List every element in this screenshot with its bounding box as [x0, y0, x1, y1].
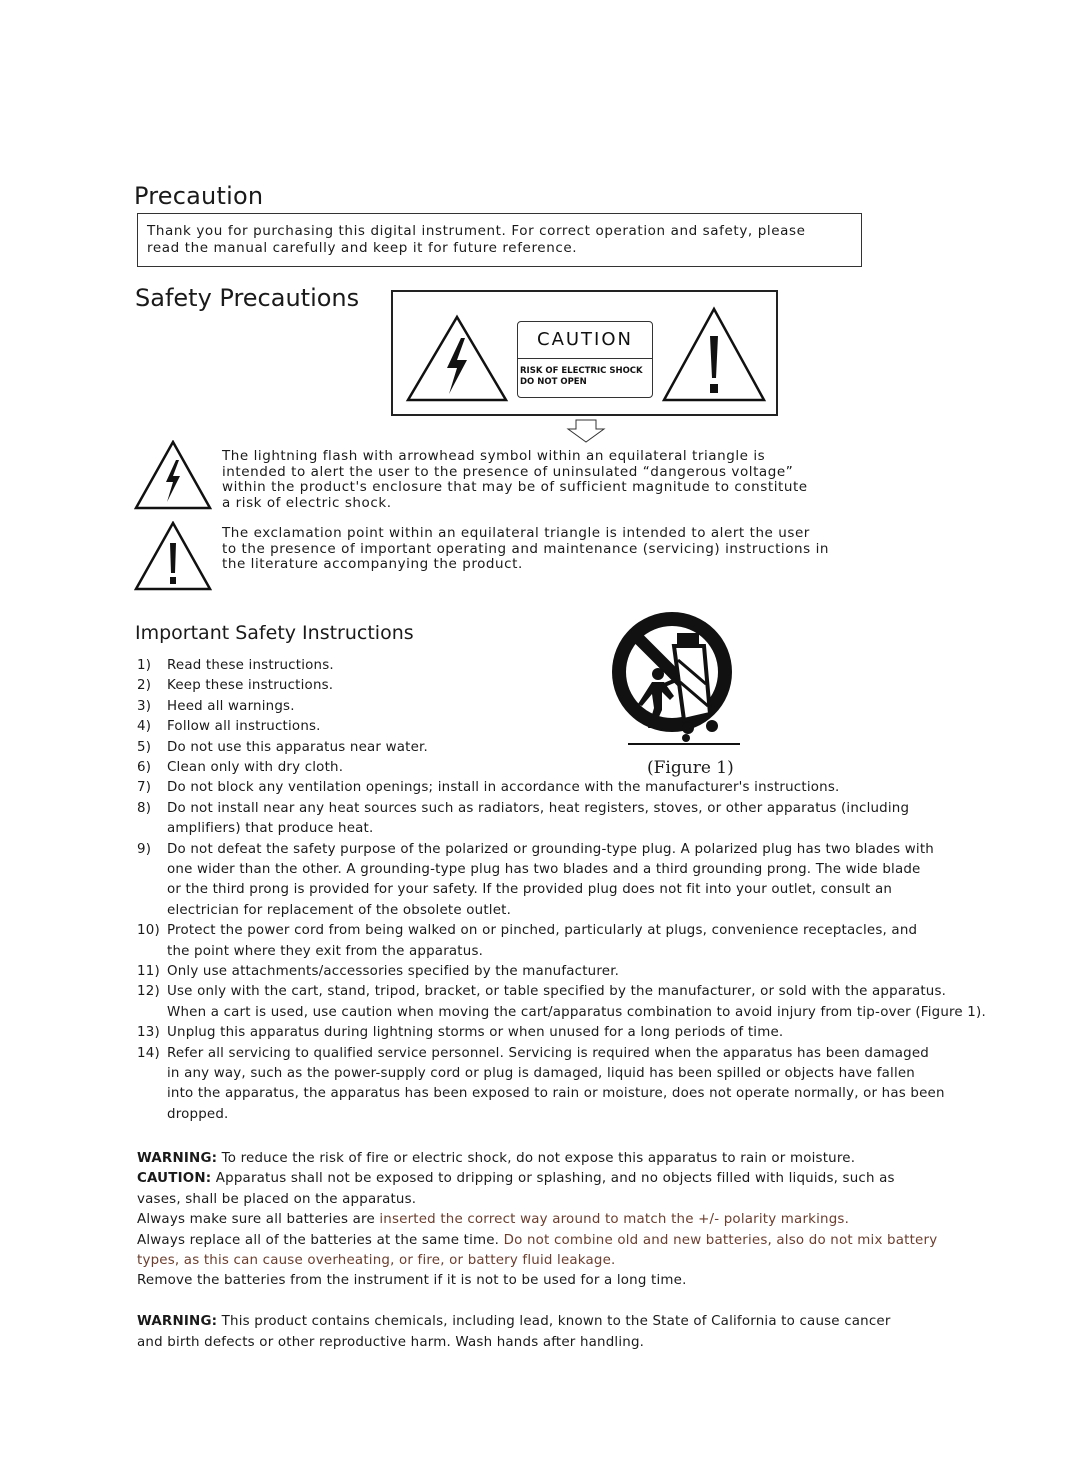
caution-label — [517, 321, 653, 398]
instructions-list — [137, 656, 986, 1136]
list-item — [137, 1023, 957, 1043]
lightning-triangle-icon — [134, 440, 212, 510]
list-item-text: Refer all servicing to qualified service personnel. Servicing is required when the apparatus has been damaged — [167, 1045, 930, 1061]
battery-text: Always make sure all batteries are — [137, 1212, 380, 1228]
list-item-text: Do not install near any heat sources such as radiators, heat registers, stoves, or other apparatus (including — [167, 800, 910, 816]
list-item — [137, 962, 957, 982]
lightning-description — [222, 449, 808, 511]
list-item-number: 5) — [137, 739, 152, 755]
caution-dripping-cont: vases, shall be placed on the apparatus. — [137, 1191, 417, 1207]
list-item-text: the point where they exit from the apparatus. — [167, 943, 484, 959]
text-line: intended to alert the user to the presence of uninsulated “dangerous voltage” — [222, 463, 794, 480]
list-item-text: Follow all instructions. — [167, 719, 321, 735]
list-item — [137, 758, 957, 778]
caution-divider — [518, 358, 652, 359]
intro-box — [137, 213, 862, 267]
text-line: the literature accompanying the product. — [222, 556, 523, 572]
list-item-text: Read these instructions. — [167, 658, 334, 673]
list-item — [137, 799, 957, 840]
list-item-text: one wider than the other. A grounding-type plug has two blades and a third grounding prong. The wide blade — [167, 861, 921, 877]
list-item-number: 10) — [137, 923, 160, 939]
exclamation-triangle-icon — [661, 306, 767, 402]
list-item-text: Only use attachments/accessories specified by the manufacturer. — [167, 964, 620, 979]
caution-subtext-line: RISK OF ELECTRIC SHOCK — [520, 366, 643, 376]
list-item-text: Unplug this apparatus during lightning storms or when unused for a long periods of time. — [167, 1025, 784, 1041]
warning-label: WARNING: — [137, 1314, 218, 1330]
list-item — [137, 778, 957, 798]
caution-text: Apparatus shall not be exposed to dripping or splashing, and no objects filled with liquids, such as — [211, 1171, 895, 1187]
list-item-text: dropped. — [167, 1106, 229, 1122]
caution-subtext — [520, 366, 643, 388]
list-item — [137, 697, 957, 717]
down-arrow-icon — [566, 419, 606, 443]
exclamation-triangle-icon — [134, 521, 212, 591]
list-item-text: or the third prong is provided for your safety. If the provided plug does not fit into your outlet, consult an — [167, 882, 893, 898]
list-item — [137, 656, 957, 676]
warning-label: WARNING: — [137, 1151, 218, 1166]
safety-precautions-heading: Safety Precautions — [135, 284, 360, 312]
list-item-text: electrician for replacement of the obsolete outlet. — [167, 902, 512, 918]
figure-caption: (Figure 1) — [647, 758, 734, 778]
caution-subtext-line: DO NOT OPEN — [520, 377, 587, 387]
battery-replace-note — [137, 1231, 937, 1251]
warning-text: This product contains chemicals, including lead, known to the State of California to cause cancer — [217, 1314, 891, 1330]
text-line: The exclamation point within an equilateral triangle is intended to alert the user — [222, 525, 810, 541]
list-item-number: 8) — [137, 800, 152, 816]
battery-remove-note: Remove the batteries from the instrument if it is not to be used for a long time. — [137, 1273, 687, 1289]
list-item-number: 14) — [137, 1045, 160, 1061]
exclamation-description — [222, 526, 829, 573]
list-item-text: in any way, such as the power-supply cord or plug is damaged, liquid has been spilled or objects have fallen — [167, 1065, 915, 1081]
battery-text-accent: inserted the correct way around to match the +/- polarity markings. — [379, 1212, 850, 1228]
lightning-triangle-icon — [405, 314, 509, 402]
caution-dripping — [137, 1169, 895, 1189]
battery-polarity-note — [137, 1210, 849, 1230]
battery-text: Always replace all of the batteries at the same time. — [137, 1232, 504, 1248]
list-item-number: 3) — [137, 698, 152, 714]
list-item — [137, 676, 957, 696]
list-item-text: Heed all warnings. — [167, 698, 295, 714]
text-line: The lightning flash with arrowhead symbol within an equilateral triangle is — [222, 448, 766, 464]
list-item-number: 6) — [137, 760, 152, 775]
list-item — [137, 921, 957, 962]
caution-title: CAUTION — [537, 329, 633, 350]
precaution-heading: Precaution — [134, 182, 264, 210]
list-item-number: 2) — [137, 678, 152, 694]
list-item-text: Clean only with dry cloth. — [167, 760, 344, 775]
caution-panel — [391, 290, 778, 416]
text-line: a risk of electric shock. — [222, 494, 392, 511]
battery-text-accent: Do not combine old and new batteries, also do not mix battery — [503, 1232, 938, 1248]
warning-fire-shock — [137, 1149, 855, 1169]
warning-california-cont: and birth defects or other reproductive harm. Wash hands after handling. — [137, 1334, 645, 1350]
important-instructions-heading: Important Safety Instructions — [135, 622, 414, 644]
battery-replace-note-cont: types, as this can cause overheating, or fire, or battery fluid leakage. — [137, 1253, 616, 1268]
list-item-text: into the apparatus, the apparatus has been exposed to rain or moisture, does not operate normally, or has been — [167, 1086, 945, 1102]
list-item-number: 1) — [137, 658, 152, 673]
list-item-text: Do not use this apparatus near water. — [167, 739, 428, 755]
intro-line: read the manual carefully and keep it for future reference. — [147, 240, 578, 256]
warning-text: To reduce the risk of fire or electric shock, do not expose this apparatus to rain or moisture. — [217, 1151, 856, 1166]
text-line: within the product's enclosure that may be of sufficient magnitude to constitute — [222, 479, 808, 495]
list-item-number: 12) — [137, 984, 160, 1000]
list-item-number: 11) — [137, 964, 160, 979]
list-item-number: 7) — [137, 780, 152, 796]
intro-line: Thank you for purchasing this digital instrument. For correct operation and safety, please — [147, 223, 806, 239]
list-item-number: 13) — [137, 1025, 160, 1041]
warning-california — [137, 1312, 891, 1332]
list-item-number: 4) — [137, 719, 152, 735]
list-item — [137, 982, 986, 1023]
list-item-text: Use only with the cart, stand, tripod, bracket, or table specified by the manufacturer, or sold with the apparatus. — [167, 984, 947, 1000]
list-item — [137, 738, 957, 758]
list-item-text: Protect the power cord from being walked on or pinched, particularly at plugs, convenience receptacles, and — [167, 923, 918, 939]
text-line: to the presence of important operating and maintenance (servicing) instructions in — [222, 540, 829, 557]
list-item-text: Do not defeat the safety purpose of the polarized or grounding-type plug. A polarized plug has two blades with — [167, 841, 934, 857]
list-item-text: Keep these instructions. — [167, 678, 334, 694]
list-item-text: Do not block any ventilation openings; install in accordance with the manufacturer's instructions. — [167, 780, 840, 796]
list-item — [137, 1044, 967, 1126]
caution-label-text: CAUTION: — [137, 1171, 212, 1187]
list-item — [137, 840, 957, 922]
list-item-number: 9) — [137, 841, 152, 857]
list-item-text: When a cart is used, use caution when moving the cart/apparatus combination to avoid injury from tip-over (Figure 1). — [167, 1004, 986, 1020]
list-item — [137, 717, 957, 737]
list-item-text: amplifiers) that produce heat. — [167, 821, 374, 837]
